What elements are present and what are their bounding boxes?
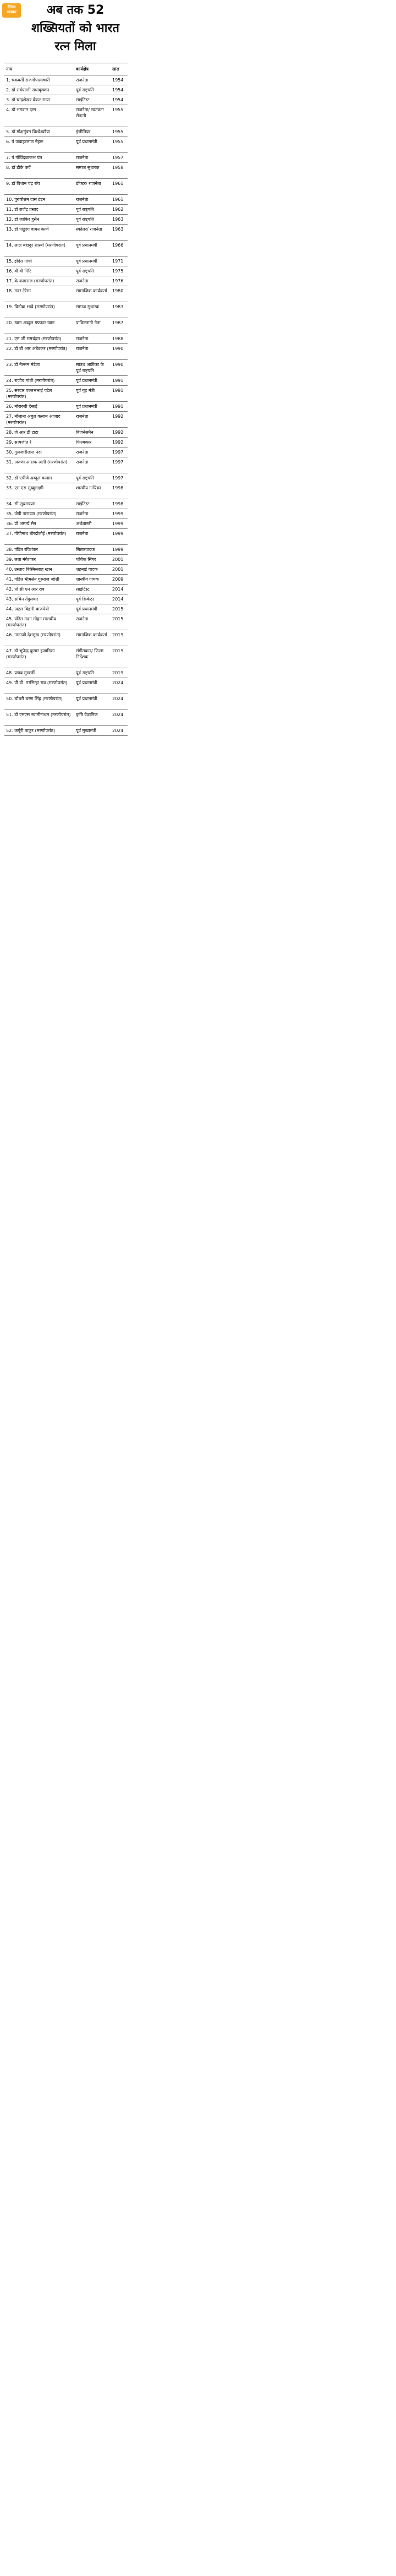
table-row	[4, 483, 128, 499]
cell-year: 1954	[111, 85, 128, 95]
cell-year: 2024	[111, 726, 128, 736]
cell-year: 2019	[111, 668, 128, 678]
cell-year: 1991	[111, 376, 128, 386]
table-row	[4, 95, 128, 105]
table-row	[4, 266, 128, 276]
table-row	[4, 694, 128, 710]
cell-name: 30. गुलजारीलाल नंदा	[4, 447, 74, 457]
cell-year: 1955	[111, 105, 128, 127]
cell-year: 1998	[111, 483, 128, 499]
cell-name: 23. डॉ नेल्सन मंडेला	[4, 360, 74, 376]
cell-year: 2014	[111, 594, 128, 604]
cell-year: 1999	[111, 529, 128, 545]
cell-year: 2024	[111, 694, 128, 710]
cell-field: राजनेता	[74, 509, 111, 519]
cell-field: कृषि वैज्ञानिक	[74, 710, 111, 726]
cell-year: 1957	[111, 153, 128, 163]
table-row	[4, 225, 128, 241]
cell-year: 1999	[111, 545, 128, 555]
cell-year: 1955	[111, 137, 128, 153]
cell-year: 2001	[111, 565, 128, 575]
cell-year: 1955	[111, 127, 128, 137]
cell-name: 26. मोरारजी देसाई	[4, 402, 74, 412]
cell-field: समाज सुधारक	[74, 302, 111, 318]
cell-name: 5. डॉ मोक्षगुंडम विश्वेश्वरैया	[4, 127, 74, 137]
table-row	[4, 509, 128, 519]
cell-field: राजनेता	[74, 412, 111, 428]
cell-name: 36. प्रो अमर्त्य सेन	[4, 519, 74, 529]
table-row	[4, 499, 128, 509]
cell-field: पूर्व राष्ट्रपति	[74, 266, 111, 276]
cell-field: स्कॉलर/ राजनेता	[74, 225, 111, 241]
cell-name: 46. नानाजी देशमुख (मरणोपरांत)	[4, 630, 74, 646]
cell-name: 15. इंदिरा गांधी	[4, 256, 74, 266]
cell-name: 17. के कामराज (मरणोपरांत)	[4, 276, 74, 286]
cell-field: राजनेता	[74, 457, 111, 473]
cell-field: राजनेता	[74, 195, 111, 205]
cell-name: 22. डॉ बी आर अंबेडकर (मरणोपरांत)	[4, 344, 74, 360]
cell-field: राजनेता	[74, 529, 111, 545]
cell-year: 1963	[111, 215, 128, 225]
cell-year: 1961	[111, 179, 128, 195]
cell-year: 1963	[111, 225, 128, 241]
cell-name: 31. अरुणा आसफ अली (मरणोपरांत)	[4, 457, 74, 473]
table-row	[4, 376, 128, 386]
cell-field: साउथ अफ्रीका के पूर्व राष्ट्रपति	[74, 360, 111, 376]
cell-field: पूर्व राष्ट्रपति	[74, 668, 111, 678]
cell-year: 2024	[111, 710, 128, 726]
cell-year: 2019	[111, 630, 128, 646]
dainik-bhaskar-logo	[2, 3, 21, 18]
cell-name: 27. मौलाना अबुल कलाम आजाद (मरणोपरांत)	[4, 412, 74, 428]
cell-field: सितारवादक	[74, 545, 111, 555]
table-row	[4, 545, 128, 555]
cell-name: 18. मदर टेरेसा	[4, 286, 74, 302]
cell-field: पूर्व गृह मंत्री	[74, 386, 111, 402]
column-header-name: नाम	[4, 63, 74, 75]
cell-field: सामाजिक कार्यकर्ता	[74, 630, 111, 646]
cell-name: 7. पं गोविंदबल्लभ पंत	[4, 153, 74, 163]
cell-field: समाज सुधारक	[74, 163, 111, 179]
table-row	[4, 344, 128, 360]
cell-name: 29. सत्यजीत रे	[4, 438, 74, 447]
cell-field: पूर्व राष्ट्रपति	[74, 215, 111, 225]
cell-year: 1975	[111, 266, 128, 276]
cell-name: 10. पुरुषोत्तम दास टंडन	[4, 195, 74, 205]
table-row	[4, 630, 128, 646]
cell-field: पूर्व प्रधानमंत्री	[74, 402, 111, 412]
logo-line-2: भास्कर	[7, 10, 16, 14]
cell-year: 1966	[111, 241, 128, 256]
cell-year: 1958	[111, 163, 128, 179]
cell-name: 14. लाल बहादुर शास्त्री (मरणोपरांत)	[4, 241, 74, 256]
cell-year: 2019	[111, 646, 128, 668]
cell-year: 2014	[111, 585, 128, 594]
cell-year: 2015	[111, 604, 128, 614]
cell-field: राजनेता	[74, 276, 111, 286]
table-row	[4, 710, 128, 726]
table-row	[4, 678, 128, 694]
cell-field: फिल्मकार	[74, 438, 111, 447]
table-row	[4, 402, 128, 412]
cell-year: 1997	[111, 447, 128, 457]
cell-name: 42. प्रो सी एन आर राव	[4, 585, 74, 594]
table-row	[4, 137, 128, 153]
cell-name: 48. प्रणब मुखर्जी	[4, 668, 74, 678]
cell-field: पूर्व राष्ट्रपति	[74, 85, 111, 95]
table-row	[4, 473, 128, 483]
cell-name: 33. एम एस सुब्बुलक्ष्मी	[4, 483, 74, 499]
cell-field: पूर्व प्रधानमंत्री	[74, 137, 111, 153]
cell-name: 51. डॉ एमएस स्वामीनाथन (मरणोपरांत)	[4, 710, 74, 726]
cell-name: 20. खान अब्दुल गफ्फार खान	[4, 318, 74, 334]
cell-field: पूर्व प्रधानमंत्री	[74, 376, 111, 386]
cell-field: पूर्व प्रधानमंत्री	[74, 604, 111, 614]
cell-name: 40. उस्ताद बिस्मिल्लाह खान	[4, 565, 74, 575]
table-row	[4, 276, 128, 286]
cell-field: पूर्व राष्ट्रपति	[74, 205, 111, 215]
table-row	[4, 555, 128, 565]
cell-field: पूर्व प्रधानमंत्री	[74, 256, 111, 266]
cell-name: 11. डॉ राजेंद्र प्रसाद	[4, 205, 74, 215]
table-row	[4, 646, 128, 668]
cell-field: राजनेता	[74, 334, 111, 344]
cell-name: 41. पंडित भीमसेन गुरुराज जोशी	[4, 575, 74, 585]
cell-field: पूर्व प्रधानमंत्री	[74, 694, 111, 710]
cell-name: 39. लता मंगेशकर	[4, 555, 74, 565]
cell-name: 12. डॉ जाकिर हुसैन	[4, 215, 74, 225]
cell-name: 28. जे आर डी टाटा	[4, 428, 74, 438]
cell-year: 1997	[111, 473, 128, 483]
table-row	[4, 85, 128, 95]
cell-field: पूर्व प्रधानमंत्री	[74, 678, 111, 694]
cell-name: 32. डॉ एपीजे अब्दुल कलाम	[4, 473, 74, 483]
table-row	[4, 519, 128, 529]
table-row	[4, 163, 128, 179]
table-row	[4, 594, 128, 604]
table-row	[4, 153, 128, 163]
table-row	[4, 457, 128, 473]
cell-field: पूर्व मुख्यमंत्री	[74, 726, 111, 736]
title-line-2: शख्सियतों को भारत	[31, 21, 119, 35]
cell-year: 1962	[111, 205, 128, 215]
table-row	[4, 529, 128, 545]
column-header-field: कार्यक्षेत्र	[74, 63, 111, 75]
cell-year: 1999	[111, 519, 128, 529]
table-row	[4, 318, 128, 334]
cell-year: 1999	[111, 509, 128, 519]
cell-field: प्लेबैक सिंगर	[74, 555, 111, 565]
table-row	[4, 179, 128, 195]
table-row	[4, 302, 128, 318]
cell-year: 2024	[111, 678, 128, 694]
cell-field: साइंटिस्ट	[74, 95, 111, 105]
table-row	[4, 447, 128, 457]
cell-year: 1991	[111, 402, 128, 412]
cell-field: बिजनेसमैन	[74, 428, 111, 438]
cell-field: अर्थशास्त्री	[74, 519, 111, 529]
cell-year: 1990	[111, 360, 128, 376]
cell-year: 1991	[111, 386, 128, 402]
cell-name: 43. सचिन तेंदुलकर	[4, 594, 74, 604]
cell-year: 1954	[111, 95, 128, 105]
cell-year: 1954	[111, 75, 128, 85]
cell-field: शास्त्रीय गायिका	[74, 483, 111, 499]
cell-name: 19. विनोबा भावे (मरणोपरांत)	[4, 302, 74, 318]
cell-name: 38. पंडित रविशंकर	[4, 545, 74, 555]
cell-field: साइंटिस्ट	[74, 585, 111, 594]
table-header-row	[4, 63, 128, 75]
cell-name: 45. पंडित मदन मोहन मालवीय (मरणोपरांत)	[4, 614, 74, 630]
cell-year: 1988	[111, 334, 128, 344]
table-row	[4, 726, 128, 736]
cell-name: 16. वी वी गिरि	[4, 266, 74, 276]
cell-year: 1992	[111, 438, 128, 447]
bharat-ratna-table	[4, 63, 128, 736]
cell-field: डॉक्टर/ राजनेता	[74, 179, 111, 195]
cell-field: पूर्व प्रधानमंत्री	[74, 241, 111, 256]
table-row	[4, 585, 128, 594]
cell-year: 2001	[111, 555, 128, 565]
cell-field: शास्त्रीय गायक	[74, 575, 111, 585]
cell-name: 44. अटल बिहारी वाजपेयी	[4, 604, 74, 614]
table-row	[4, 438, 128, 447]
table-row	[4, 668, 128, 678]
cell-field: राजनेता	[74, 344, 111, 360]
cell-field: राजनेता	[74, 153, 111, 163]
cell-year: 1997	[111, 457, 128, 473]
cell-name: 37. गोपीनाथ बोरदोलोई (मरणोपरांत)	[4, 529, 74, 545]
table-row	[4, 428, 128, 438]
cell-name: 35. जेपी नारायण (मरणोपरांत)	[4, 509, 74, 519]
cell-field: इंजीनियर	[74, 127, 111, 137]
cell-name: 50. चौधरी चरण सिंह (मरणोपरांत)	[4, 694, 74, 710]
cell-year: 1990	[111, 344, 128, 360]
cell-name: 24. राजीव गांधी (मरणोपरांत)	[4, 376, 74, 386]
cell-name: 47. डॉ भूपेन्द्र कुमार हजारिका (मरणोपरांत)	[4, 646, 74, 668]
cell-name: 25. सरदार वल्लभभाई पटेल (मरणोपरांत)	[4, 386, 74, 402]
cell-name: 49. पी.वी. नरसिम्हा राव (मरणोपरांत)	[4, 678, 74, 694]
table-row	[4, 241, 128, 256]
cell-field: शहनाई वादक	[74, 565, 111, 575]
table-row	[4, 215, 128, 225]
cell-name: 2. डॉ सर्वपल्ली राधाकृष्णन	[4, 85, 74, 95]
cell-year: 1992	[111, 412, 128, 428]
table-row	[4, 127, 128, 137]
table-row	[4, 565, 128, 575]
cell-year: 1971	[111, 256, 128, 266]
cell-name: 34. सी सुब्रमण्यम	[4, 499, 74, 509]
cell-field: पूर्व क्रिकेटर	[74, 594, 111, 604]
table-row	[4, 360, 128, 376]
table-row	[4, 286, 128, 302]
cell-name: 6. पं जवाहरलाल नेहरू	[4, 137, 74, 153]
table-row	[4, 256, 128, 266]
page-title	[21, 1, 130, 56]
table-row	[4, 575, 128, 585]
cell-name: 21. एम जी रामचंद्रन (मरणोपरांत)	[4, 334, 74, 344]
cell-field: राजनेता/ स्वतंत्रता सेनानी	[74, 105, 111, 127]
cell-year: 2015	[111, 614, 128, 630]
table-row	[4, 604, 128, 614]
cell-field: राजनेता	[74, 447, 111, 457]
table-row	[4, 195, 128, 205]
cell-name: 4. डॉ भगवान दास	[4, 105, 74, 127]
cell-field: राजनेता	[74, 614, 111, 630]
cell-year: 1992	[111, 428, 128, 438]
cell-year: 2009	[111, 575, 128, 585]
cell-field: सामाजिक कार्यकर्ता	[74, 286, 111, 302]
cell-year: 1987	[111, 318, 128, 334]
cell-name: 3. डॉ चन्द्रशेखर वेंकट रमण	[4, 95, 74, 105]
cell-year: 1976	[111, 276, 128, 286]
cell-field: साइंटिस्ट	[74, 499, 111, 509]
cell-field: पूर्व राष्ट्रपति	[74, 473, 111, 483]
cell-year: 1998	[111, 499, 128, 509]
cell-name: 8. डॉ डीके कर्वे	[4, 163, 74, 179]
cell-name: 52. कर्पूरी ठाकुर (मरणोपरांत)	[4, 726, 74, 736]
cell-name: 13. डॉ पांडुरंग वामन काणे	[4, 225, 74, 241]
table-row	[4, 105, 128, 127]
table-row	[4, 75, 128, 85]
cell-field: संगीतकार/ फिल्म निर्देशक	[74, 646, 111, 668]
table-row	[4, 205, 128, 215]
title-line-3: रत्न मिला	[54, 40, 96, 53]
table-row	[4, 614, 128, 630]
table-row	[4, 334, 128, 344]
cell-field: पाकिस्तानी नेता	[74, 318, 111, 334]
cell-name: 9. डॉ बिधान चंद्र रॉय	[4, 179, 74, 195]
table-row	[4, 386, 128, 402]
logo-line-1: दैनिक	[7, 5, 16, 9]
cell-year: 1961	[111, 195, 128, 205]
column-header-year: साल	[111, 63, 128, 75]
cell-year: 1983	[111, 302, 128, 318]
cell-field: राजनेता	[74, 75, 111, 85]
cell-year: 1980	[111, 286, 128, 302]
cell-name: 1. चक्रवर्ती राजगोपालाचारी	[4, 75, 74, 85]
table-row	[4, 412, 128, 428]
title-line-1: अब तक 52	[46, 3, 105, 17]
